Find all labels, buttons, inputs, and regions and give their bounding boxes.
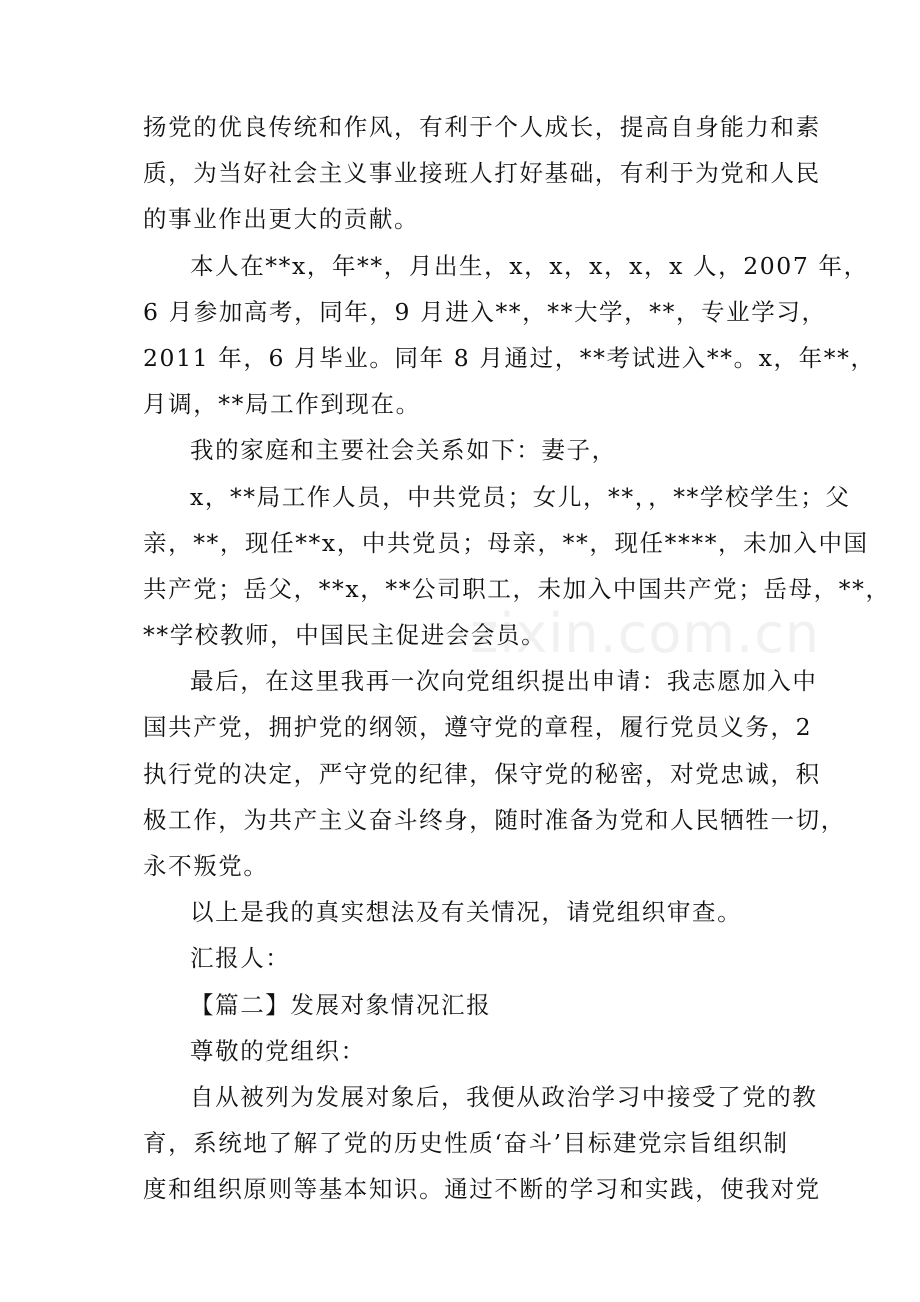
text-line: **学校教师，中国民主促进会会员。 <box>143 621 547 650</box>
text-line: 扬党的优良传统和作风，有利于个人成长，提高自身能力和素 <box>143 113 821 141</box>
text-line: 育，系统地了解了党的历史性质‘奋斗’目标建党宗旨组织制 <box>143 1129 789 1158</box>
text-line: 月调，**局工作到现在。 <box>143 390 421 419</box>
text-line: 国共产党，拥护党的纲领，遵守党的章程，履行党员义务，2 <box>143 713 813 742</box>
text-line: 自从被列为发展对象后，我便从政治学习中接受了党的教 <box>190 1082 818 1111</box>
text-line: 执行党的决定，严守党的纪律，保守党的秘密，对党忠诚，积 <box>143 759 821 788</box>
text-line: 汇报人： <box>190 944 291 973</box>
text-line: 的事业作出更大的贡献。 <box>143 205 420 234</box>
document-body <box>143 104 891 1213</box>
text-line: 永不叛党。 <box>143 852 269 880</box>
text-line: 度和组织原则等基本知识。通过不断的学习和实践，使我对党 <box>143 1175 821 1204</box>
text-line: 6 月参加高考，同年，9 月进入**，**大学，**，专业学习， <box>143 297 827 326</box>
text-line: 最后，在这里我再一次向党组织提出申请：我志愿加入中 <box>190 667 818 696</box>
text-line: 亲，**，现任**x，中共党员；母亲，**，现任****，未加入中国 <box>143 528 869 557</box>
text-line: 共产党；岳父，**x，**公司职工，未加入中国共产党；岳母，**， <box>143 574 891 603</box>
text-line: 本人在**x，年**，月出生，x，x，x，x，x 人，2007 年， <box>190 251 869 280</box>
text-line: 尊敬的党组织： <box>190 1036 366 1065</box>
text-line: 我的家庭和主要社会关系如下：妻子， <box>190 436 617 465</box>
text-line: 2011 年，6 月毕业。同年 8 月通过，**考试进入**。x，年**， <box>143 343 876 372</box>
text-line: 【篇二】发展对象情况汇报 <box>190 990 492 1019</box>
text-line: 以上是我的真实想法及有关情况，请党组织审查。 <box>190 898 743 927</box>
text-line: 极工作，为共产主义奋斗终身，随时准备为党和人民牺牲一切， <box>143 805 846 834</box>
text-line: x，**局工作人员，中共党员；女儿，**，，**学校学生；父 <box>190 482 851 511</box>
watermark-text: zixin.com.cn <box>470 602 821 665</box>
text-line: 质，为当好社会主义事业接班人打好基础，有利于为党和人民 <box>143 159 821 188</box>
